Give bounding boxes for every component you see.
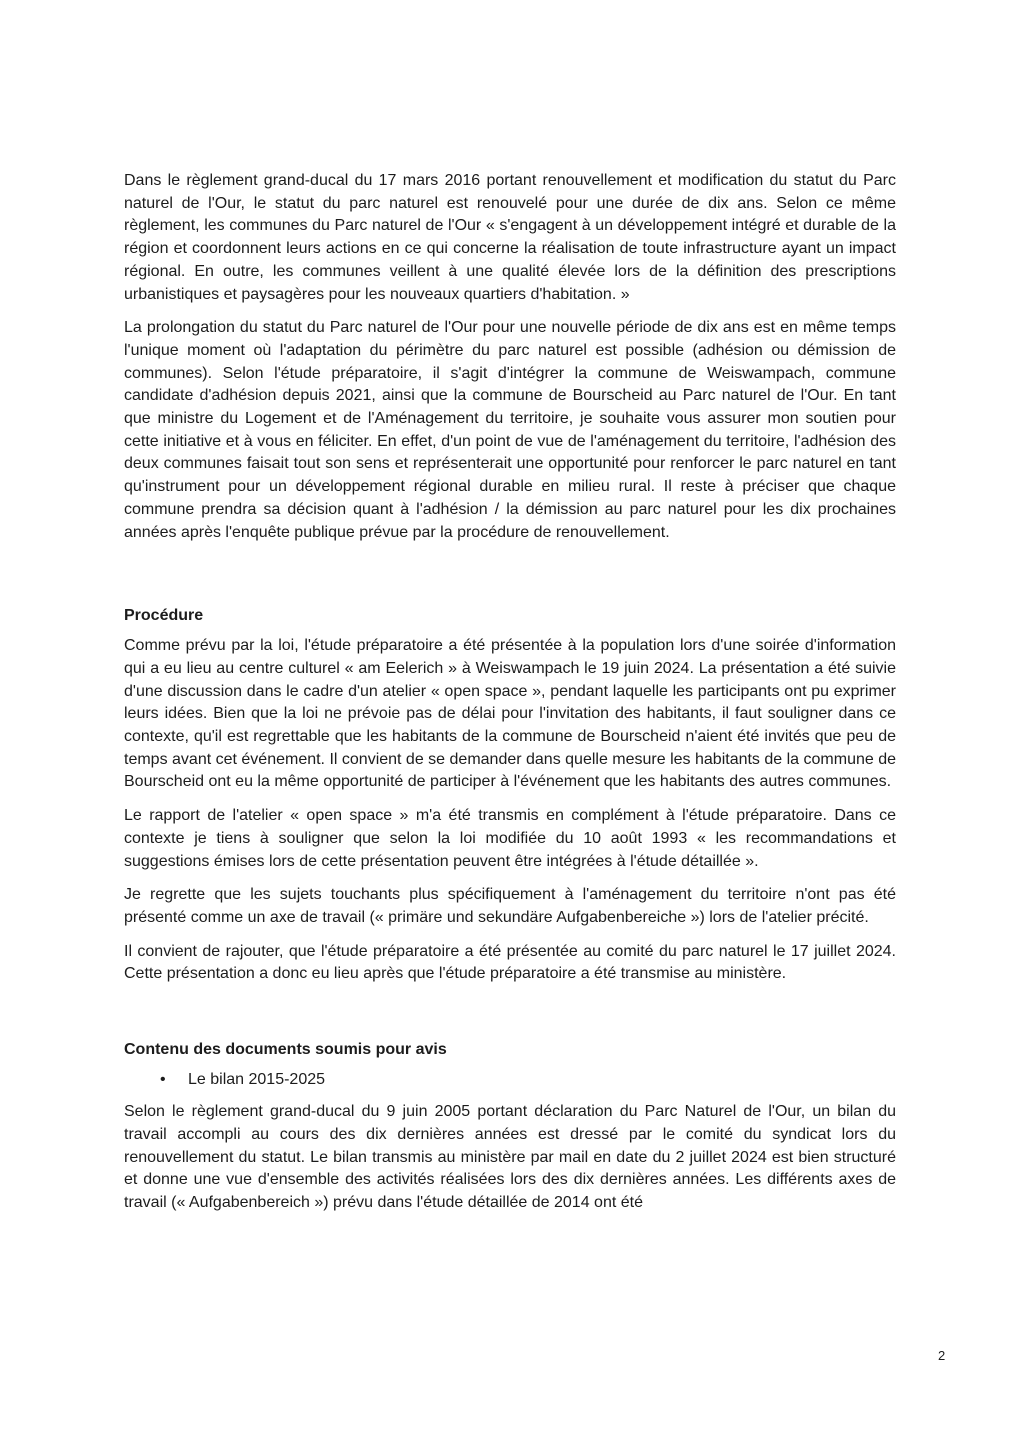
section-spacer [124,555,896,605]
procedure-paragraph-4: Il convient de rajouter, que l'étude préparatoire a été présentée au comité du parc naturel le 17 juillet 2024. Cette présentation a donc eu lieu après que l'étude préparatoire a été transmise au ministère. [124,942,896,983]
document-page [124,170,896,1226]
contents-paragraph: Selon le règlement grand-ducal du 9 juin 2005 portant déclaration du Parc Naturel de l'Our, un bilan du travail accompli au cours des dix dernières années est dressé par le comité du syndicat lors du renouvellement du statut. Le bilan transmis au ministère par mail en date du 2 juillet 2024 est bien structuré et donne une vue d'ensemble des activités réalisées lors des dix dernières années. Les différents axes de travail (« Aufgabenbereich ») prévu dans l'étude détaillée de 2014 ont été [124,1103,896,1211]
intro-section [124,170,896,544]
section-spacer [124,997,896,1039]
intro-paragraph-2: La prolongation du statut du Parc naturel de l'Our pour une nouvelle période de dix ans est en même temps l'unique moment où l'adaptation du périmètre du parc naturel est possible (adhésion ou démission de communes). Selon l'étude préparatoire, il s'agit d'intégrer la commune de Weiswampach, commune candidate d'adhésion depuis 2021, ainsi que la commune de Bourscheid au Parc naturel de l'Our. En tant que ministre du Logement et de l'Aménagement du territoire, je souhaite vous assurer mon soutien pour cette initiative et à vous en féliciter. En effet, d'un point de vue de l'aménagement du territoire, l'adhésion des deux communes faisait tout son sens et représenterait une opportunité pour renforcer le parc naturel en tant qu'instrument pour un développement régional durable en milieu rural. Il reste à préciser que chaque commune prendra sa décision quant à l'adhésion / la démission au parc naturel pour les dix prochaines années après l'enquête publique prévue par la procédure de renouvellement. [124,319,896,541]
page-number: 2 [938,1348,946,1363]
procedure-section [124,605,896,986]
procedure-paragraph-1: Comme prévu par la loi, l'étude préparatoire a été présentée à la population lors d'une soirée d'information qui a eu lieu au centre culturel « am Eelerich » à Weiswampach le 19 juin 2024. La présentation a été suivie d'une discussion dans le cadre d'un atelier « open space », pendant laquelle les participants ont pu exprimer leurs idées. Bien que la loi ne prévoie pas de délai pour l'invitation des habitants, il faut souligner dans ce contexte, qu'il est regrettable que les habitants de la commune de Bourscheid n'aient été invités que peu de temps avant cet événement. Il convient de se demander dans quelle mesure les habitants de la commune de Bourscheid ont eu la même opportunité de participer à l'événement que les habitants des autres communes. [124,637,897,791]
procedure-heading: Procédure [124,607,204,625]
bullet-item-label: Le bilan 2015-2025 [188,1071,326,1089]
list-item [160,1069,896,1091]
contents-section [124,1039,896,1215]
contents-heading: Contenu des documents soumis pour avis [124,1041,447,1059]
procedure-paragraph-2: Le rapport de l'atelier « open space » m'a été transmis en complément à l'étude préparatoire. Dans ce contexte je tiens à souligner que selon la loi modifiée du 10 août 1993 « les recommandations et suggestions émises lors de cette présentation peuvent être intégrées à l'étude détaillée ». [124,807,896,870]
intro-paragraph-1: Dans le règlement grand-ducal du 17 mars 2016 portant renouvellement et modification du statut du Parc naturel de l'Our, le statut du parc naturel est renouvelé pour une durée de dix ans. Selon ce même règlement, les communes du Parc naturel de l'Our « s'engagent à un développement intégré et durable de la région et coordonnent leurs actions en ce qui concerne la réalisation de toute infrastructure ayant un impact régional. En outre, les communes veillent à une qualité élevée lors de la définition des prescriptions urbanistiques et paysagères pour les nouveaux quartiers d'habitation. » [124,172,896,303]
contents-bullet-list [124,1069,896,1091]
bullet-icon: • [160,1071,166,1089]
procedure-paragraph-3: Je regrette que les sujets touchants plus spécifiquement à l'aménagement du territoire n'ont pas été présenté comme un axe de travail (« primäre und sekundäre Aufgabenbereiche ») lors de l'atelier précité. [124,886,896,926]
